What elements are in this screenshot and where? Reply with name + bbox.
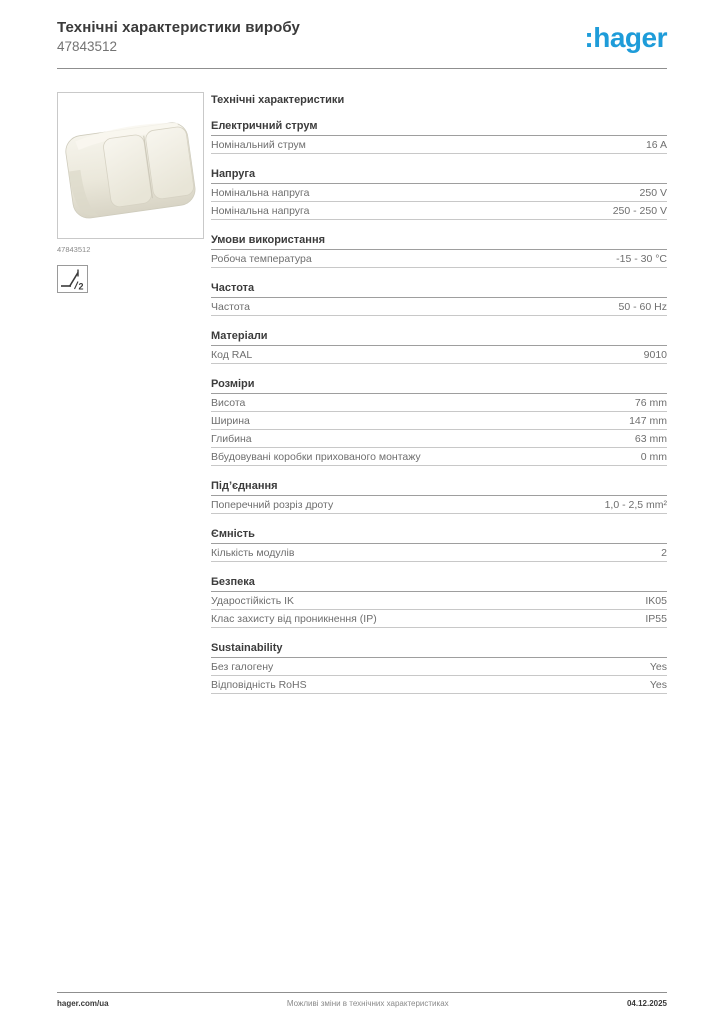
section-title: Ємність	[211, 528, 667, 544]
spec-value: 1,0 - 2,5 mm²	[604, 498, 667, 511]
spec-label: Частота	[211, 300, 250, 313]
section-materials	[211, 330, 667, 364]
section-electric-current	[211, 120, 667, 154]
footer	[57, 999, 667, 1008]
spec-value: 76 mm	[634, 396, 667, 409]
spec-value: 147 mm	[629, 414, 667, 427]
section-dimensions	[211, 378, 667, 466]
product-number: 47843512	[57, 39, 118, 54]
spec-row	[211, 412, 667, 430]
header	[57, 19, 667, 54]
header-divider	[57, 68, 667, 69]
section-capacity	[211, 528, 667, 562]
spec-row	[211, 250, 667, 268]
spec-row	[211, 592, 667, 610]
content	[57, 92, 667, 694]
spec-label: Відповідність RoHS	[211, 678, 307, 691]
two-gang-switch-icon	[59, 267, 86, 291]
section-frequency	[211, 282, 667, 316]
svg-text:2: 2	[78, 281, 84, 291]
spec-value: 50 - 60 Hz	[618, 300, 667, 313]
section-title: Під’єднання	[211, 480, 667, 496]
spec-label: Код RAL	[211, 348, 253, 361]
section-safety	[211, 576, 667, 628]
spec-row	[211, 544, 667, 562]
spec-value: 2	[661, 546, 667, 559]
spec-row	[211, 496, 667, 514]
footer-website: hager.com/ua	[57, 999, 109, 1008]
section-sustainability	[211, 642, 667, 694]
spec-label: Без галогену	[211, 660, 274, 673]
spec-table	[211, 92, 667, 694]
product-column	[57, 92, 204, 694]
spec-label: Номінальна напруга	[211, 186, 310, 199]
spec-row	[211, 430, 667, 448]
spec-value: -15 - 30 °C	[616, 252, 667, 265]
specs-heading: Технічні характеристики	[211, 94, 345, 106]
spec-row	[211, 448, 667, 466]
spec-label: Глибина	[211, 432, 252, 445]
spec-label: Вбудовувані коробки прихованого монтажу	[211, 450, 421, 463]
page-title: Технічні характеристики виробу	[57, 19, 300, 36]
spec-value: 9010	[643, 348, 667, 361]
spec-label: Поперечний розріз дроту	[211, 498, 334, 511]
spec-row	[211, 658, 667, 676]
spec-value: IK05	[645, 594, 667, 607]
spec-row	[211, 136, 667, 154]
spec-value: 0 mm	[640, 450, 667, 463]
spec-row	[211, 346, 667, 364]
spec-value: Yes	[649, 660, 667, 673]
footer-divider	[57, 992, 667, 993]
spec-label: Клас захисту від проникнення (IP)	[211, 612, 377, 625]
spec-value: 250 V	[639, 186, 667, 199]
section-title: Матеріали	[211, 330, 667, 346]
spec-label: Робоча температура	[211, 252, 312, 265]
switch-schematic-icon	[57, 265, 88, 293]
spec-row	[211, 610, 667, 628]
spec-value: 250 - 250 V	[612, 204, 667, 217]
spec-label: Ширина	[211, 414, 250, 427]
spec-label: Висота	[211, 396, 246, 409]
section-connection	[211, 480, 667, 514]
section-usage-conditions	[211, 234, 667, 268]
spec-row	[211, 184, 667, 202]
spec-label: Номінальний струм	[211, 138, 306, 151]
section-title: Напруга	[211, 168, 667, 184]
spec-label: Номінальна напруга	[211, 204, 310, 217]
spec-value: IP55	[645, 612, 667, 625]
hager-logo: :hager	[584, 22, 667, 53]
spec-row	[211, 298, 667, 316]
section-title: Частота	[211, 282, 667, 298]
spec-row	[211, 394, 667, 412]
spec-label: Кількість модулів	[211, 546, 295, 559]
section-title: Умови використання	[211, 234, 667, 250]
spec-row	[211, 202, 667, 220]
footer-date: 04.12.2025	[626, 999, 667, 1008]
spec-value: 63 mm	[634, 432, 667, 445]
spec-value: 16 A	[645, 138, 667, 151]
spec-label: Ударостійкість IK	[211, 594, 295, 607]
product-photo	[57, 92, 204, 239]
spec-value: Yes	[649, 678, 667, 691]
section-title: Безпека	[211, 576, 667, 592]
product-switch-image	[58, 93, 203, 238]
section-title: Електричний струм	[211, 120, 667, 136]
spec-row	[211, 676, 667, 694]
section-voltage	[211, 168, 667, 220]
product-photo-caption: 47843512	[57, 245, 91, 254]
section-title: Розміри	[211, 378, 667, 394]
section-title: Sustainability	[211, 642, 667, 658]
footer-notice: Можливі зміни в технічних характеристиках	[286, 999, 449, 1008]
